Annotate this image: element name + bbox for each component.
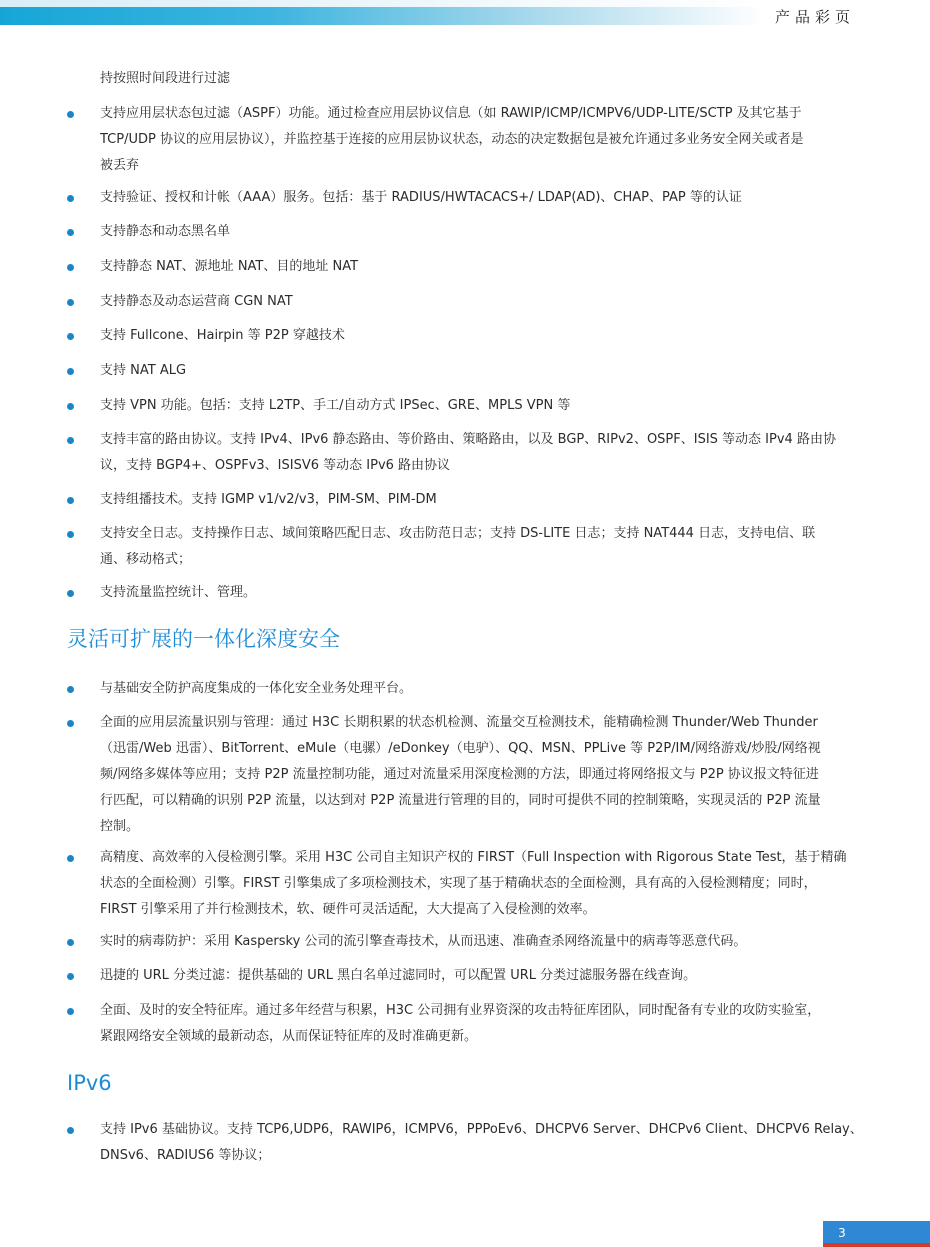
bullet-icon	[67, 531, 74, 538]
text-line: 高精度、高效率的入侵检测引擎。采用 H3C 公司自主知识产权的 FIRST（Full Inspection with Rigorous State Test，基于精确	[100, 850, 847, 865]
text-line: 频/网络多媒体等应用；支持 P2P 流量控制功能，通过对流量采用深度检测的方法，即通过将网络报文与 P2P 协议报文特征进	[100, 767, 819, 782]
bullet-icon	[67, 1008, 74, 1015]
text-line: 支持静态和动态黑名单	[100, 224, 231, 239]
bullet-icon	[67, 720, 74, 727]
text-line: 支持丰富的路由协议。支持 IPv4、IPv6 静态路由、等价路由、策略路由，以及 BGP、RIPv2、OSPF、ISIS 等动态 IPv4 路由协	[100, 432, 836, 447]
bullet-icon	[67, 939, 74, 946]
header-accent-strip	[0, 0, 765, 7]
text-line: 行匹配，可以精确的识别 P2P 流量，以达到对 P2P 流量进行管理的目的，同时可提供不同的控制策略，实现灵活的 P2P 流量	[100, 793, 821, 808]
section-heading: IPv6	[67, 1071, 112, 1095]
bullet-icon	[67, 229, 74, 236]
text-line: 支持安全日志。支持操作日志、域间策略匹配日志、攻击防范日志；支持 DS-LITE 日志；支持 NAT444 日志，支持电信、联	[100, 526, 816, 541]
text-line: 全面的应用层流量识别与管理：通过 H3C 长期积累的状态机检测、流量交互检测技术，能精确检测 Thunder/Web Thunder	[100, 715, 818, 730]
bullet-icon	[67, 686, 74, 693]
text-line: 支持 NAT ALG	[100, 363, 187, 378]
text-line: （迅雷/Web 迅雷）、BitTorrent、eMule（电骡）/eDonkey（电驴）、QQ、MSN、PPLive 等 P2P/IM/网络游戏/炒股/网络视	[100, 741, 821, 756]
text-line: 支持 Fullcone、Hairpin 等 P2P 穿越技术	[100, 328, 345, 343]
text-line: 全面、及时的安全特征库。通过多年经营与积累，H3C 公司拥有业界资深的攻击特征库团队，同时配备有专业的攻防实验室，	[100, 1003, 821, 1018]
text-line: DNSv6、RADIUS6 等协议；	[100, 1148, 271, 1163]
bullet-icon	[67, 973, 74, 980]
bullet-icon	[67, 403, 74, 410]
text-line: 支持应用层状态包过滤（ASPF）功能。通过检查应用层协议信息（如 RAWIP/ICMP/ICMPV6/UDP-LITE/SCTP 及其它基于	[100, 106, 802, 121]
header-title: 产品彩页	[775, 8, 856, 26]
text-line: 紧跟网络安全领域的最新动态，从而保证特征库的及时准确更新。	[100, 1029, 478, 1044]
bullet-icon	[67, 111, 74, 118]
bullet-icon	[67, 855, 74, 862]
bullet-icon	[67, 590, 74, 597]
text-line: TCP/UDP 协议的应用层协议），并监控基于连接的应用层协议状态，动态的决定数据包是被允许通过多业务安全网关或者是	[100, 132, 804, 147]
page-number-box	[823, 1221, 930, 1247]
text-line: FIRST 引擎采用了并行检测技术，软、硬件可灵活适配，大大提高了入侵检测的效率。	[100, 902, 596, 917]
bullet-icon	[67, 333, 74, 340]
bullet-icon	[67, 299, 74, 306]
text-line: 通、移动格式；	[100, 552, 192, 567]
text-line: 议，支持 BGP4+、OSPFv3、ISISV6 等动态 IPv6 路由协议	[100, 458, 451, 473]
text-line: 迅捷的 URL 分类过滤：提供基础的 URL 黑白名单过滤同时，可以配置 URL 分类过滤服务器在线查询。	[100, 968, 697, 983]
bullet-icon	[67, 368, 74, 375]
page-number: 3	[838, 1226, 846, 1240]
text-line: 支持 VPN 功能。包括：支持 L2TP、手工/自动方式 IPSec、GRE、MPLS VPN 等	[100, 398, 571, 413]
section-heading: 灵活可扩展的一体化深度安全	[67, 627, 340, 651]
text-line: 支持验证、授权和计帐（AAA）服务。包括：基于 RADIUS/HWTACACS+/ LDAP(AD)、CHAP、PAP 等的认证	[100, 190, 742, 205]
text-line: 支持组播技术。支持 IGMP v1/v2/v3，PIM-SM、PIM-DM	[100, 492, 437, 507]
text-line: 支持 IPv6 基础协议。支持 TCP6,UDP6，RAWIP6，ICMPV6，PPPoEv6、DHCPV6 Server、DHCPv6 Client、DHCPV6 Relay、	[100, 1122, 863, 1137]
text-line: 支持流量监控统计、管理。	[100, 585, 257, 600]
text-line: 支持静态及动态运营商 CGN NAT	[100, 294, 293, 309]
text-line: 状态的全面检测）引擎。FIRST 引擎集成了多项检测技术，实现了基于精确状态的全面检测，具有高的入侵检测精度；同时，	[100, 876, 817, 891]
bullet-icon	[67, 497, 74, 504]
text-line: 持按照时间段进行过滤	[100, 71, 231, 86]
bullet-icon	[67, 1127, 74, 1134]
text-line: 实时的病毒防护：采用 Kaspersky 公司的流引擎查毒技术，从而迅速、准确查杀网络流量中的病毒等恶意代码。	[100, 934, 747, 949]
header-gradient-bar	[0, 7, 765, 25]
bullet-icon	[67, 264, 74, 271]
bullet-icon	[67, 195, 74, 202]
text-line: 支持静态 NAT、源地址 NAT、目的地址 NAT	[100, 259, 359, 274]
text-line: 被丢弃	[100, 158, 140, 173]
text-line: 控制。	[100, 819, 140, 834]
text-line: 与基础安全防护高度集成的一体化安全业务处理平台。	[100, 681, 413, 696]
bullet-icon	[67, 437, 74, 444]
